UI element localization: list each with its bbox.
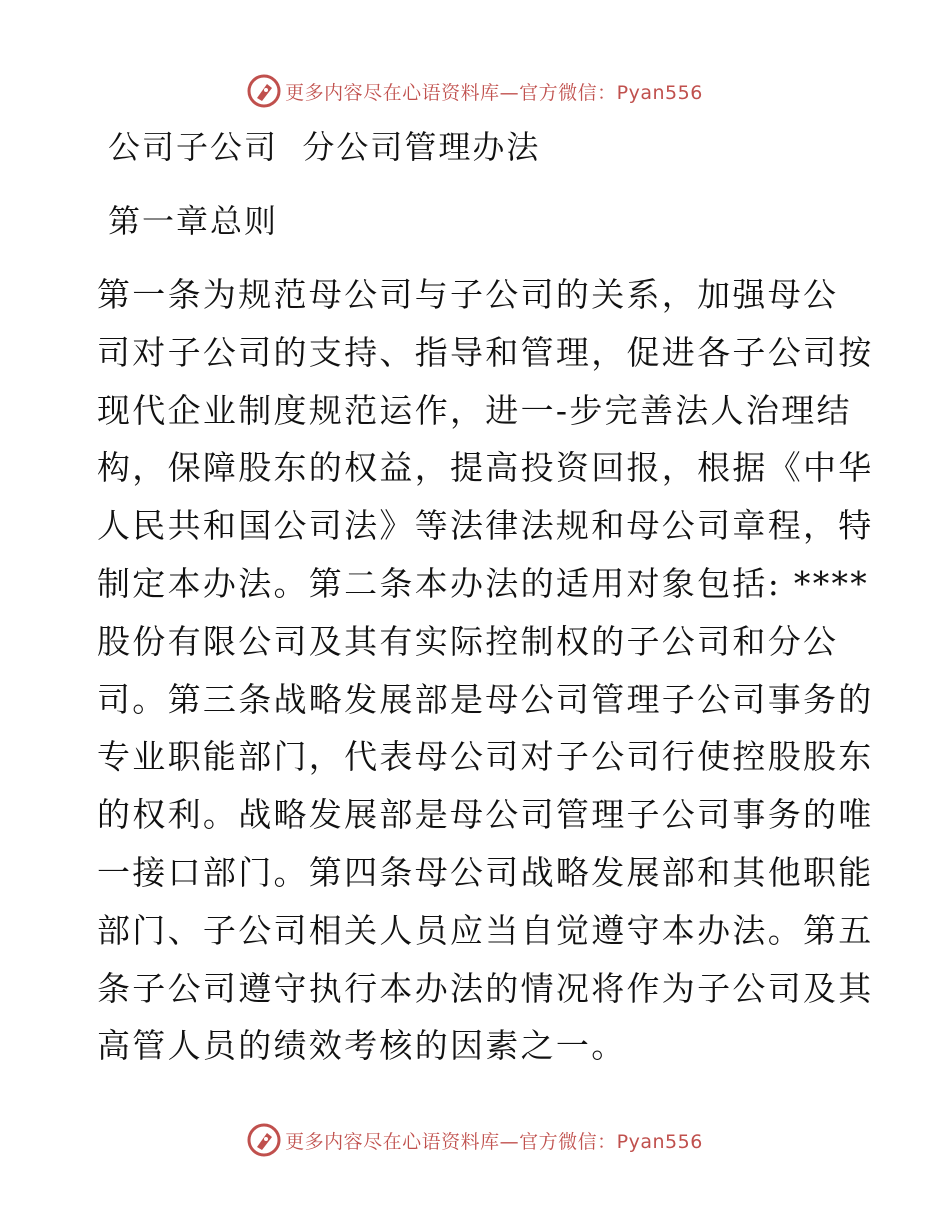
body-line: 司。第三条战略发展部是母公司管理子公司事务的 (97, 679, 874, 719)
body-line: 高管人员的绩效考核的因素之一。 (97, 1026, 627, 1066)
body-line: 一接口部门。第四条母公司战略发展部和其他职能 (97, 852, 874, 892)
body-line: 构，保障股东的权益，提高投资回报，根据《中华 (97, 448, 874, 488)
header-watermark (0, 71, 950, 111)
body-line: 专业职能部门，代表母公司对子公司行使控股股东 (97, 737, 874, 777)
watermark-text: 更多内容尽在心语资料库—官方微信：Pyan556 (285, 81, 703, 104)
pen-nib-logo-icon (247, 74, 281, 108)
document-body (97, 272, 874, 1081)
document-title: 公司子公司 分公司管理办法 (108, 128, 541, 166)
watermark-text: 更多内容尽在心语资料库—官方微信：Pyan556 (285, 1130, 703, 1153)
pen-nib-logo-icon (247, 1123, 281, 1157)
body-line: 的权利。战略发展部是母公司管理子公司事务的唯 (97, 795, 874, 835)
body-line: 司对子公司的支持、指导和管理，促进各子公司按 (97, 332, 874, 372)
wechat-id: Pyan556 (616, 81, 703, 104)
body-line: 现代企业制度规范运作，进一-步完善法人治理结 (97, 390, 852, 430)
body-line: 第一条为规范母公司与子公司的关系，加强母公 (97, 275, 839, 314)
body-line: 制定本办法。第二条本办法的适用对象包括: **** (97, 563, 870, 603)
footer-watermark (0, 1120, 950, 1160)
body-line: 部门、子公司相关人员应当自觉遵守本办法。第五 (97, 910, 874, 950)
body-line: 人民共和国公司法》等法律法规和母公司章程，特 (97, 506, 874, 546)
body-line: 条子公司遵守执行本办法的情况将作为子公司及其 (97, 968, 874, 1008)
wechat-id: Pyan556 (616, 1130, 703, 1153)
chapter-heading: 第一章总则 (108, 202, 279, 240)
body-line: 股份有限公司及其有实际控制权的子公司和分公 (97, 621, 839, 661)
